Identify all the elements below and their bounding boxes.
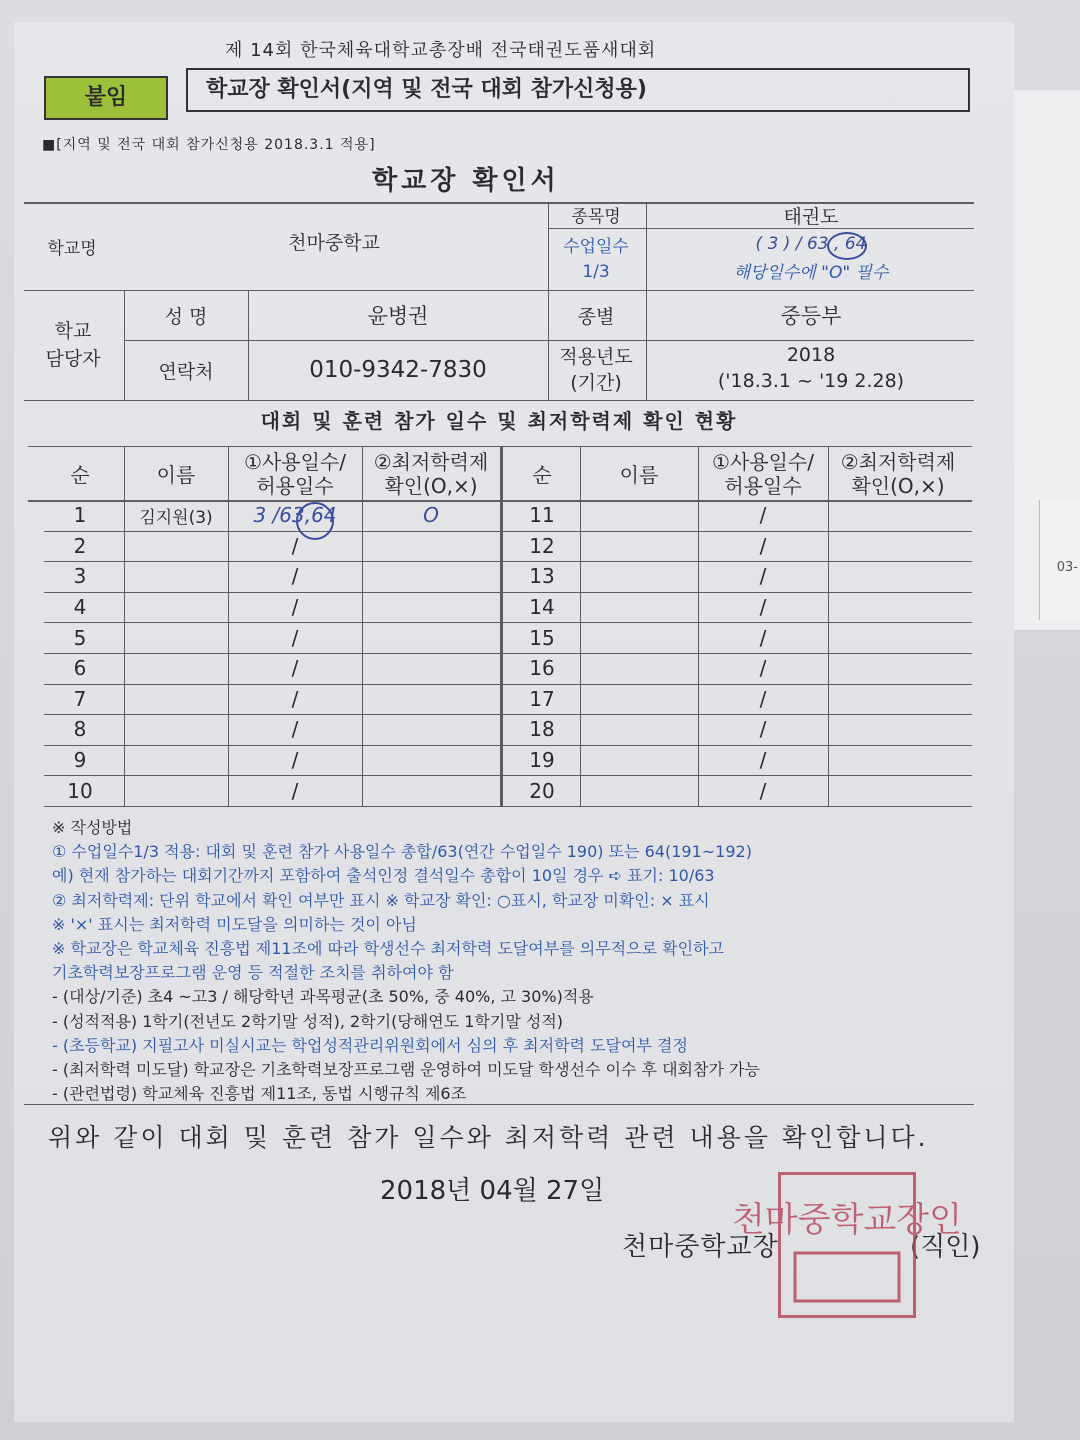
row-min-check [362, 531, 500, 562]
row-days: / [291, 686, 299, 711]
row-days: / [759, 656, 767, 681]
row-days: / [759, 503, 767, 528]
row-name [580, 775, 698, 806]
row-days: / [759, 686, 767, 711]
row-min-check [828, 500, 968, 531]
row-days: / [291, 748, 299, 773]
row-name [124, 775, 228, 806]
event-title: 제 14회 한국체육대학교총장배 전국태권도품새대회 [225, 40, 657, 61]
row-number: 14 [529, 595, 555, 620]
row-number: 4 [73, 595, 87, 620]
row-min-check [362, 684, 500, 715]
row-min-check [828, 775, 968, 806]
rule [248, 290, 249, 400]
note-line: ※ 학교장은 학교체육 진흥법 제11조에 따라 학생선수 최저학력 도달여부를 의무적으로 확인하고 [52, 939, 724, 959]
row-number: 7 [73, 686, 87, 711]
row-number: 10 [67, 778, 93, 803]
row-name: 김지원(3) [139, 507, 213, 528]
rule [124, 290, 125, 400]
row-number: 9 [73, 748, 87, 773]
row-name [124, 653, 228, 684]
form-subtitle: ■[지역 및 전국 대회 참가신청용 2018.3.1 적용] [42, 137, 376, 153]
row-number: 16 [529, 656, 555, 681]
rule [44, 806, 972, 807]
row-days: 3 /63,64 [253, 503, 337, 528]
row-name [580, 684, 698, 715]
row-name [124, 684, 228, 715]
note-line: ※ '×' 표시는 최저학력 미도달을 의미하는 것이 아님 [52, 914, 417, 934]
principal-name: 천마중학교장 [622, 1232, 779, 1262]
rule [24, 400, 974, 401]
seal-box [795, 1253, 899, 1301]
row-min-check [828, 745, 968, 776]
confirmation-date: 2018년 04월 27일 [380, 1176, 605, 1206]
note-line: - (관련법령) 학교체육 진흥법 제11조, 동법 시행규칙 제6조 [52, 1084, 467, 1104]
staff-label: 학교 담당자 [45, 320, 101, 370]
row-min-check [828, 684, 968, 715]
col-header-days2-right: 허용일수 [724, 473, 802, 498]
row-days: / [291, 778, 299, 803]
rule [24, 290, 974, 291]
row-min-check [362, 622, 500, 653]
col-header-name-right: 이름 [619, 462, 659, 487]
row-days: / [291, 564, 299, 589]
name-label: 성 명 [164, 305, 208, 328]
row-number: 1 [73, 503, 87, 528]
row-min-check [362, 561, 500, 592]
row-days: / [291, 533, 299, 558]
row-days: / [759, 564, 767, 589]
row-number: 17 [529, 686, 555, 711]
seal-glyphs: 천마중학교장인 [732, 1200, 962, 1240]
row-number: 18 [529, 717, 555, 742]
row-number: 11 [529, 503, 555, 528]
row-min-check [828, 653, 968, 684]
row-number: 8 [73, 717, 87, 742]
contact-value: 010-9342-7830 [309, 357, 487, 383]
note-line: - (초등학교) 지필고사 미실시교는 학업성적관리위원회에서 심의 후 최저학력 도달여부 결정 [52, 1035, 688, 1055]
year-label-period: (기간) [570, 371, 622, 394]
note-line: - (최저학력 미도달) 학교장은 기초학력보장프로그램 운영하여 미도달 학생선수 이수 후 대회참가 가능 [52, 1060, 760, 1080]
row-days: / [291, 656, 299, 681]
form-title-box: 학교장 확인서(지역 및 전국 대회 참가신청용) [186, 68, 970, 112]
row-number: 5 [73, 625, 87, 650]
col-header-days-right: ①사용일수/ [712, 449, 814, 474]
row-days: / [759, 595, 767, 620]
row-min-check [828, 531, 968, 562]
row-days: / [759, 717, 767, 742]
annex-label: 붙임 [44, 76, 168, 120]
row-days: / [759, 778, 767, 803]
row-name [124, 714, 228, 745]
classdays-label: 수업일수 [563, 236, 629, 257]
col-header-min2: 확인(O,×) [384, 473, 478, 498]
col-header-no: 순 [70, 462, 90, 487]
table-caption: 대회 및 훈련 참가 일수 및 최저학력제 확인 현황 [260, 408, 738, 433]
row-days: / [759, 625, 767, 650]
circle-mark [296, 502, 334, 540]
row-days: / [291, 595, 299, 620]
row-name [124, 561, 228, 592]
row-min-check [362, 775, 500, 806]
row-days: / [759, 533, 767, 558]
classdays-handwritten: ( 3 ) / 63 , 64 [755, 234, 867, 254]
row-days: / [759, 748, 767, 773]
col-header-days2: 허용일수 [256, 473, 334, 498]
document-title: 학교장 확인서 [372, 166, 560, 196]
school-value: 천마중학교 [288, 231, 380, 254]
division-label: 종별 [577, 305, 615, 328]
row-days: / [291, 717, 299, 742]
row-name [124, 622, 228, 653]
row-name [580, 745, 698, 776]
col-header-name: 이름 [156, 462, 196, 487]
side-paper-fragment: 03- [1056, 560, 1078, 575]
sport-value: 태권도 [783, 205, 839, 228]
row-name [580, 592, 698, 623]
year-value: 2018 [786, 344, 836, 366]
school-label: 학교명 [47, 238, 97, 259]
col-header-min: ②최저학력제 [373, 449, 489, 474]
classdays-fraction: 1/3 [582, 262, 610, 282]
row-number: 6 [73, 656, 87, 681]
rule [500, 446, 503, 806]
row-name [580, 500, 698, 531]
row-number: 20 [529, 778, 555, 803]
note-line: ※ 작성방법 [52, 818, 133, 837]
row-name [124, 745, 228, 776]
row-number: 19 [529, 748, 555, 773]
col-header-days: ①사용일수/ [244, 449, 346, 474]
col-header-no-right: 순 [532, 462, 552, 487]
writing-instructions [52, 816, 992, 1106]
row-days: / [291, 625, 299, 650]
row-min-check [828, 622, 968, 653]
row-min-check [362, 653, 500, 684]
row-min-check [828, 714, 968, 745]
row-min-check [362, 714, 500, 745]
confirmation-statement: 위와 같이 대회 및 훈련 참가 일수와 최저학력 관련 내용을 확인합니다. [48, 1123, 929, 1152]
note-line: - (성적적용) 1학기(전년도 2학기말 성적), 2학기(당해연도 1학기말 성적) [52, 1011, 564, 1031]
note-line: - (대상/기준) 초4 ~고3 / 해당학년 과목평균(초 50%, 중 40%, 고 30%)적용 [52, 987, 594, 1007]
seal-label: (직인) [910, 1232, 981, 1262]
note-line: ② 최저학력제: 단위 학교에서 확인 여부만 표시 ※ 학교장 확인: ○표시, 학교장 미확인: × 표시 [52, 890, 710, 910]
row-number: 2 [73, 533, 87, 558]
name-value: 윤병권 [367, 304, 429, 328]
contact-label: 연락처 [158, 360, 214, 383]
row-min-check [828, 592, 968, 623]
classdays-note: 해당일수에 "O" 필수 [733, 262, 889, 283]
note-line: ① 수업일수1/3 적용: 대회 및 훈련 참가 사용일수 총합/63(연간 수업일수 190) 또는 64(191~192) [52, 842, 752, 862]
row-name [580, 531, 698, 562]
row-min-check [362, 745, 500, 776]
row-min-check: O [423, 503, 439, 528]
row-name [580, 714, 698, 745]
row-number: 12 [529, 533, 555, 558]
rule [24, 1104, 974, 1105]
row-name [580, 561, 698, 592]
division-value: 중등부 [780, 304, 842, 328]
row-name [580, 622, 698, 653]
row-name [124, 531, 228, 562]
row-min-check [828, 561, 968, 592]
note-line: 기초학력보장프로그램 운영 등 적절한 조치를 취하여야 함 [52, 963, 454, 983]
row-name [580, 653, 698, 684]
year-label: 적용년도 [559, 345, 633, 368]
col-header-min-right: ②최저학력제 [840, 449, 956, 474]
row-name [124, 592, 228, 623]
sport-label: 종목명 [571, 206, 621, 227]
note-line: 예) 현재 참가하는 대회기간까지 포함하여 출석인정 결석일수 총합이 10일 경우 ➪ 표기: 10/63 [52, 866, 715, 886]
year-period: ('18.3.1 ~ '19 2.28) [717, 370, 905, 392]
row-number: 15 [529, 625, 555, 650]
row-number: 3 [73, 564, 87, 589]
row-min-check [362, 592, 500, 623]
row-number: 13 [529, 564, 555, 589]
col-header-min2-right: 확인(O,×) [851, 473, 945, 498]
